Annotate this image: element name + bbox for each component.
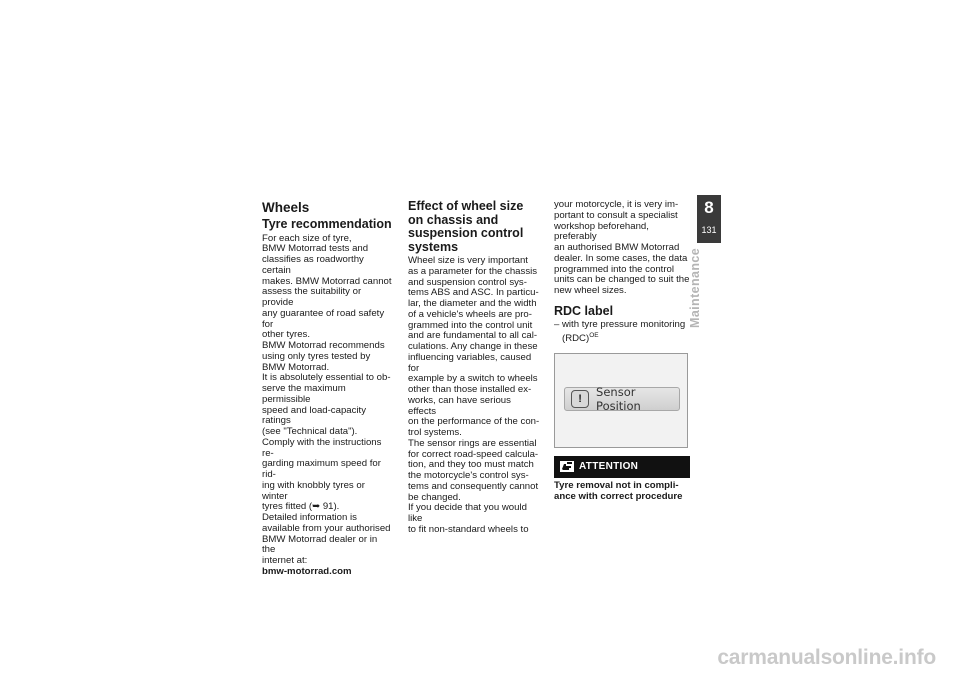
wheel-size-text-continued: your motorcycle, it is very im- portant to consult a specialist workshop beforehand, preferably an authorised BMW Motorrad dealer. In some cases, the data programmed into the control units can be changed to suit the new wheel sizes. [554,199,690,296]
bullet-dash: – [554,319,560,331]
watermark: carmanualsonline.info [717,646,936,669]
column-wheels [262,200,392,578]
section-title-wheel-size-effect: Effect of wheel size on chassis and suspension control systems [408,199,524,254]
exclamation-icon: ! [571,390,589,408]
rdc-bullet-item [554,320,690,345]
sensor-position-sticker [564,384,680,413]
attention-banner [554,456,690,478]
attention-label: ATTENTION [579,461,639,473]
hand-warning-icon [560,461,574,472]
subsection-title-tyre-recommendation: Tyre recommendation [262,217,392,231]
sensor-position-photo [554,353,688,448]
section-title-rdc-label: RDC label [554,303,614,318]
website-link[interactable]: bmw-motorrad.com [262,565,352,577]
sensor-position-text: Sensor Position [596,384,641,413]
chapter-number: 8 [704,198,714,217]
chapter-title-vertical: Maintenance [688,247,702,328]
page-number: 131 [701,225,717,235]
rdc-bullet-text [562,320,690,345]
wheel-size-text: Wheel size is very important as a parameter for the chassis and suspension control sys- tems ABS and ASC. In particu- lar, the diameter and the width of a vehicle's wheels are pro- grammed into the control unit and are fundamental to all cal- culations. Any change in these influencing variables, caused for example by a switch to wheels other than those installed ex- works, can have serious effects on the performance of the con- trol systems. The sensor rings are essential for correct road-speed calcula- tion, and they too must match the motorcycle's control sys- tems and consequently cannot be changed. If you decide that you would like to fit non-standard wheels to [408,255,540,535]
column-wheel-size [408,200,540,536]
column-rdc [554,200,690,502]
oe-superscript: OE [589,332,599,339]
tyre-recommendation-text: For each size of tyre, BMW Motorrad tests and classifies as roadworthy certain makes. BMW Motorrad cannot assess the suitability or provide any guarantee of road safety for other tyres. BMW Motorrad recommends using only tyres tested by BMW Motorrad. It is absolutely essential to ob- serve the maximum permissible speed and load-capacity ratings (see "Technical data"). Comply with the instructions re- garding maximum speed for rid- ing with knobbly tyres or winter tyres fitted (➥ 91). Detailed information is available from your authorised BMW Motorrad dealer or in the internet at: [262,232,392,566]
section-title-wheels: Wheels [262,200,310,215]
rdc-bullet-label: with tyre pressure monitoring (RDC) [562,319,686,344]
chapter-tab [697,195,721,243]
attention-text: Tyre removal not in compli- ance with correct procedure [554,479,683,502]
